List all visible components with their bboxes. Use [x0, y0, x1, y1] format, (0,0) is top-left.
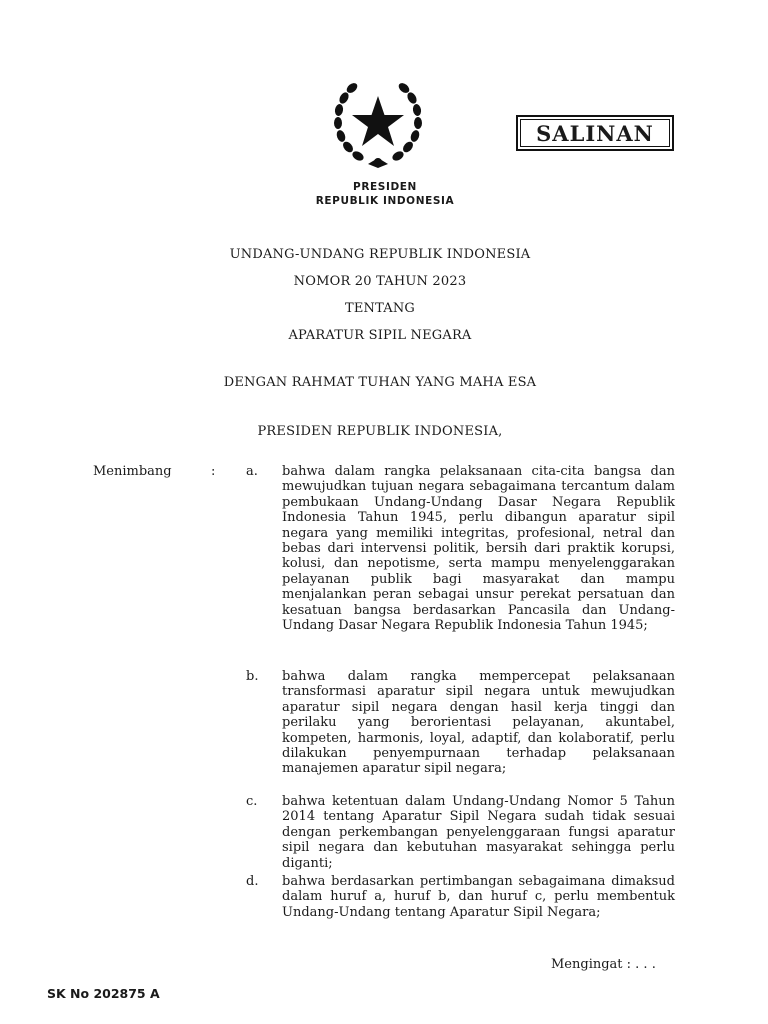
law-about: TENTANG: [344, 301, 416, 316]
item-text-c: bahwa ketentuan dalam Undang-Undang Nomor 5 Tahun 2014 tentang Aparatur Sipil Negara sudah tidak sesuai dengan perkembangan penyelenggaraan fungsi aparatur sipil negara dan kebutuhan masyarakat sehingga perlu diganti;: [282, 794, 675, 871]
law-subject: APARATUR SIPIL NEGARA: [288, 328, 472, 343]
office-title-republik: REPUBLIK INDONESIA: [315, 195, 455, 207]
continuation-marker: Mengingat : . . .: [551, 957, 656, 972]
item-letter-d: d.: [246, 874, 259, 889]
considerations-label: Menimbang: [93, 464, 172, 479]
considerations-colon: :: [211, 464, 216, 479]
item-text-a: bahwa dalam rangka pelaksanaan cita-cita bangsa dan mewujudkan tujuan negara sebagaimana tercantum dalam pembukaan Undang-Undang Dasar Negara Republik Indonesia Tahun 1945, perlu dibangun aparatur sipil negara yang memiliki integritas, profesional, netral dan bebas dari intervensi politik, bersih dari praktik korupsi, kolusi, dan nepotisme, serta mampu menyelenggarakan pelayanan publik bagi masyarakat dan mampu menjalankan peran sebagai unsur perekat persatuan dan kesatuan bangsa berdasarkan Pancasila dan Undang-Undang Dasar Negara Republik Indonesia Tahun 1945;: [282, 464, 675, 634]
issuer: PRESIDEN REPUBLIK INDONESIA,: [257, 424, 503, 439]
item-letter-b: b.: [246, 669, 259, 684]
item-letter-c: c.: [246, 794, 258, 809]
document-code: SK No 202875 A: [47, 986, 160, 1001]
salinan-stamp: SALINAN: [516, 115, 674, 151]
office-title-presiden: PRESIDEN: [353, 181, 417, 193]
item-letter-a: a.: [246, 464, 258, 479]
item-text-b: bahwa dalam rangka mempercepat pelaksanaan transformasi aparatur sipil negara untuk mewujudkan aparatur sipil negara dengan hasil kerja tinggi dan perilaku yang berorientasi pelayanan, akuntabel, kompeten, harmonis, loyal, adaptif, dan kolaboratif, perlu dilakukan penyempurnaan terhadap pelaksanaan manajemen aparatur sipil negara;: [282, 669, 675, 777]
item-text-d: bahwa berdasarkan pertimbangan sebagaimana dimaksud dalam huruf a, huruf b, dan huruf c, perlu membentuk Undang-Undang tentang Aparatur Sipil Negara;: [282, 874, 675, 920]
star-garland-emblem-icon: [330, 74, 426, 170]
invocation: DENGAN RAHMAT TUHAN YANG MAHA ESA: [223, 375, 537, 390]
law-title: UNDANG-UNDANG REPUBLIK INDONESIA: [229, 247, 531, 262]
law-number: NOMOR 20 TAHUN 2023: [293, 274, 467, 289]
